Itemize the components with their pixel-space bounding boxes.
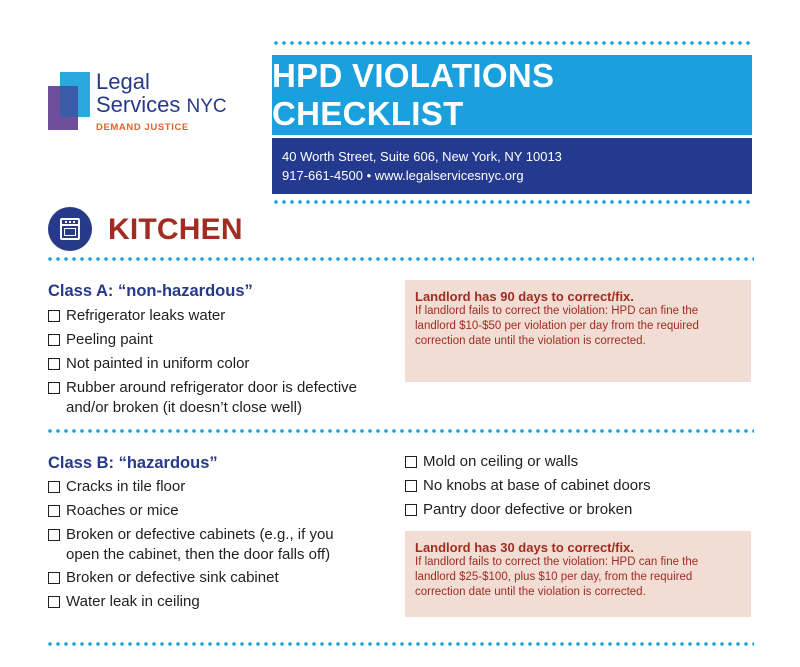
checkbox[interactable] xyxy=(48,310,60,322)
legal-services-logo xyxy=(46,70,246,140)
class-a-heading: Class A: “non-hazardous” xyxy=(48,282,253,300)
note-line: landlord $25-$100, plus $10 per day, from the required xyxy=(415,571,693,583)
checklist-item[interactable]: Broken or defective sink cabinet xyxy=(48,568,279,588)
checkbox[interactable] xyxy=(405,456,417,468)
checklist-item[interactable]: Peeling paint xyxy=(48,330,153,350)
logo-square-overlap xyxy=(60,86,78,117)
note-title: Landlord has 90 days to correct/fix. xyxy=(415,289,634,304)
checkbox[interactable] xyxy=(48,358,60,370)
contact-line: 917-661-4500 • www.legalservicesnyc.org xyxy=(282,168,524,183)
checklist-item[interactable]: Pantry door defective or broken xyxy=(405,500,632,520)
logo-text-services: Services NYC xyxy=(96,92,227,117)
checkbox[interactable] xyxy=(48,572,60,584)
note-line: If landlord fails to correct the violation: HPD can fine the xyxy=(415,305,699,317)
checklist-item[interactable]: No knobs at base of cabinet doors xyxy=(405,476,651,496)
class-b-note xyxy=(405,531,751,617)
checkbox[interactable] xyxy=(405,504,417,516)
checklist-item[interactable]: Mold on ceiling or walls xyxy=(405,452,578,472)
checkbox[interactable] xyxy=(48,382,60,394)
address-block xyxy=(272,138,752,194)
class-a-note xyxy=(405,280,751,382)
note-line: correction date until the violation is corrected. xyxy=(415,586,646,598)
note-title: Landlord has 30 days to correct/fix. xyxy=(415,540,634,555)
note-line: If landlord fails to correct the violation: HPD can fine the xyxy=(415,556,699,568)
divider-bottom xyxy=(46,641,754,647)
page-title: HPD VIOLATIONS CHECKLIST xyxy=(272,55,752,135)
logo-tagline: DEMAND JUSTICE xyxy=(96,122,189,133)
checkbox[interactable] xyxy=(48,529,60,541)
checkbox[interactable] xyxy=(48,334,60,346)
stove-icon xyxy=(48,207,92,251)
checklist-item[interactable]: Broken or defective cabinets (e.g., if you xyxy=(48,525,334,545)
checklist-item[interactable]: Refrigerator leaks water xyxy=(48,306,225,326)
checkbox[interactable] xyxy=(405,480,417,492)
checklist-item[interactable]: Roaches or mice xyxy=(48,501,179,521)
address-line: 40 Worth Street, Suite 606, New York, NY 10013 xyxy=(282,149,562,164)
note-line: landlord $10-$50 per violation per day from the required xyxy=(415,320,699,332)
class-b-heading: Class B: “hazardous” xyxy=(48,454,218,472)
checkbox[interactable] xyxy=(48,481,60,493)
checklist-item[interactable]: Not painted in uniform color xyxy=(48,354,249,374)
divider-kitchen xyxy=(46,256,754,262)
divider-class-a xyxy=(46,428,754,434)
divider-header-bottom xyxy=(272,199,754,205)
logo-text-nyc: NYC xyxy=(186,96,227,117)
section-title-kitchen: KITCHEN xyxy=(108,213,243,246)
checklist-item-continued: open the cabinet, then the door falls off) xyxy=(66,546,331,563)
checklist-item[interactable]: Cracks in tile floor xyxy=(48,477,185,497)
checkbox[interactable] xyxy=(48,596,60,608)
divider-top xyxy=(272,40,754,46)
checkbox[interactable] xyxy=(48,505,60,517)
checklist-item[interactable]: Water leak in ceiling xyxy=(48,592,200,612)
logo-text-legal: Legal xyxy=(96,69,150,94)
checklist-item[interactable]: Rubber around refrigerator door is defective xyxy=(48,378,357,398)
note-line: correction date until the violation is corrected. xyxy=(415,335,646,347)
checklist-item-continued: and/or broken (it doesn’t close well) xyxy=(66,399,302,416)
